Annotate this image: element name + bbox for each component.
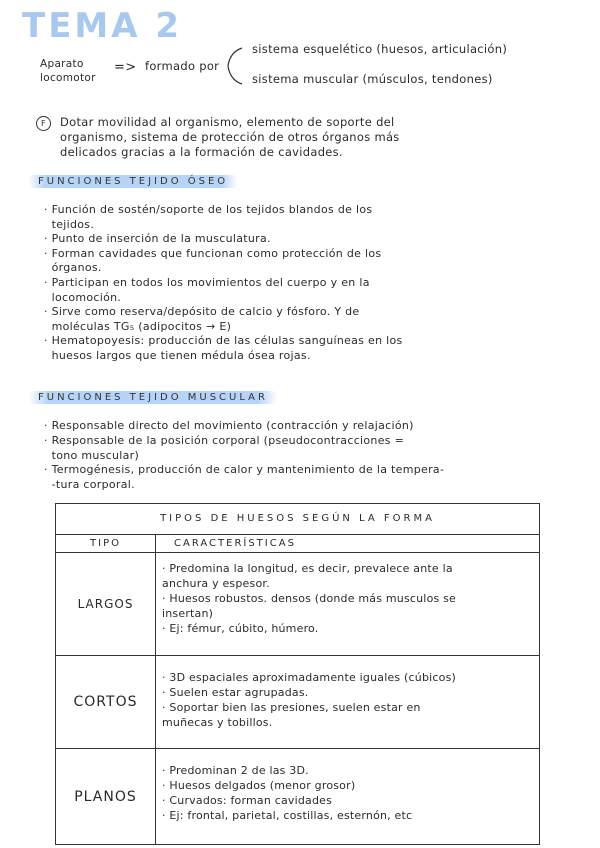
characteristic-line: anchura y espesor. [162,577,270,590]
characteristic-line: · 3D espaciales aproximadamente iguales (cúbicos) [162,671,457,684]
function-mark: F [36,116,51,131]
column-header-tipo: TIPO [56,535,156,553]
list-item: · Responsable directo del movimiento (contracción y relajación) [44,419,414,432]
characteristic-line: · Soportar bien las presiones, suelen estar en [162,701,421,714]
characteristic-line: · Huesos delgados (menor grosor) [162,779,356,792]
function-line-3: delicados gracias a la formación de cavidades. [60,145,343,159]
bone-type-planos: PLANOS [56,749,156,845]
list-item: tono muscular) [44,448,140,462]
implies-arrow: => [114,60,137,75]
table-row [56,749,540,845]
function-line-1: Dotar movilidad al organismo, elemento de soporte del [60,115,395,129]
subject-line-2: locomotor [40,72,96,84]
list-item: órganos. [44,261,102,275]
characteristic-line: · Suelen estar agrupadas. [162,686,309,699]
osseous-heading: FUNCIONES TEJIDO ÓSEO [28,175,238,188]
bone-types-table [55,503,540,845]
bone-type-largos: LARGOS [56,553,156,656]
bone-characteristics-cortos [156,656,540,749]
list-item: · Participan en todos los movimientos del cuerpo y en la [44,276,370,289]
characteristic-line: insertan) [162,607,214,620]
list-item: tejidos. [44,217,95,231]
table-row [56,553,540,656]
list-item: · Punto de inserción de la musculatura. [44,232,271,246]
characteristic-line: · Curvados: forman cavidades [162,794,333,807]
muscular-heading: FUNCIONES TEJIDO MUSCULAR [28,391,278,404]
list-item: · Hematopoyesis: producción de las células sanguíneas en los [44,334,403,348]
list-item: · Función de sostén/soporte de los tejidos blandos de los [44,203,373,216]
characteristic-line: muñecas y tobillos. [162,716,273,729]
formed-by-label: formado por [145,59,220,73]
characteristic-line: · Ej: fémur, cúbito, húmero. [162,622,319,635]
table-row [56,656,540,749]
function-line-2: organismo, sistema de protección de otros órganos más [60,130,400,144]
list-item: · Sirve como reserva/depósito de calcio y fósforo. Y de [44,305,360,319]
subject-line-1: Aparato [40,58,84,70]
bone-type-cortos: CORTOS [56,656,156,749]
branch-brace-icon [224,46,244,86]
list-item: · Termogénesis, producción de calor y mantenimiento de la tempera- [44,463,445,477]
characteristic-line: · Predomina la longitud, es decir, prevalece ante la [162,562,453,575]
characteristic-line: · Predominan 2 de las 3D. [162,764,309,777]
list-item: locomoción. [44,290,122,304]
list-item: huesos largos que tienen médula ósea rojas. [44,349,311,362]
list-item: · Forman cavidades que funcionan como protección de los [44,246,382,260]
table-title: TIPOS DE HUESOS SEGÚN LA FORMA [56,504,540,535]
branch-skeletal: sistema esquelético (huesos, articulación) [252,42,508,56]
list-item: · Responsable de la posición corporal (pseudocontracciones = [44,433,405,447]
branch-muscular: sistema muscular (músculos, tendones) [252,72,493,86]
characteristic-line: · Huesos robustos. densos (donde más musculos se [162,592,457,605]
bone-characteristics-largos [156,553,540,656]
column-header-characteristics: CARACTERÍSTICAS [156,535,540,553]
characteristic-line: · Ej: frontal, parietal, costillas, esternón, etc [162,809,413,822]
list-item: -tura corporal. [44,478,135,492]
bone-characteristics-planos [156,749,540,845]
list-item: moléculas TG₅ (adipocitos → E) [44,319,232,333]
page-title: TEMA 2 [22,6,183,46]
